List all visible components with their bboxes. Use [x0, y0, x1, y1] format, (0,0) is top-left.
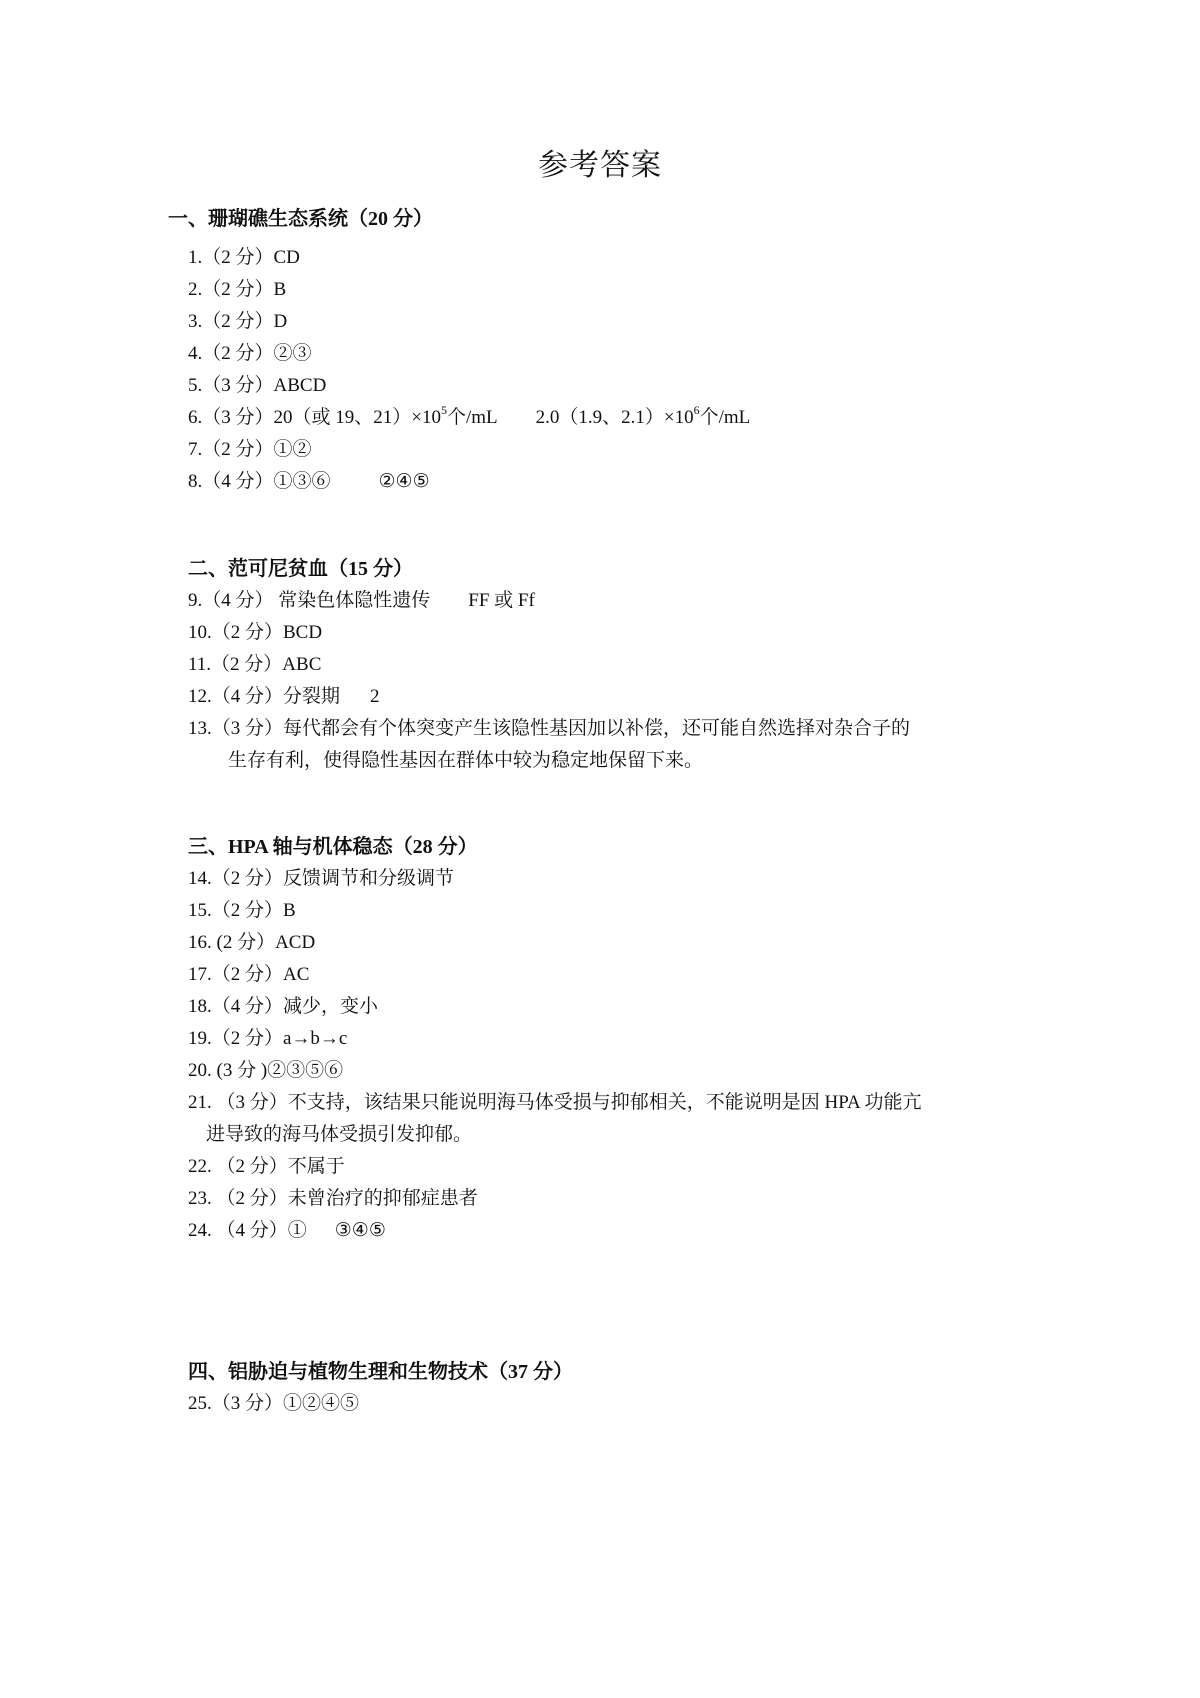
answer-8	[188, 465, 430, 499]
answer-6-exponent-a: 5	[440, 403, 447, 417]
answer-12-part-a: 12.（4 分）分裂期	[188, 686, 341, 707]
answer-6-unit-a: 个/mL	[446, 407, 498, 428]
answer-6	[188, 401, 750, 435]
answer-8-part-b: ②④⑤	[378, 471, 430, 492]
answer-6-exponent-b: 6	[693, 403, 700, 417]
answer-17: 17.（2 分）AC	[188, 964, 310, 985]
answer-6-part-a: 6.（3 分）20（或 19、21）×10	[188, 407, 441, 428]
answer-21-line-1: 21. （3 分）不支持，该结果只能说明海马体受损与抑郁相关，不能说明是因 HPA 功能亢	[188, 1092, 922, 1113]
answer-1: 1.（2 分）CD	[188, 247, 300, 268]
section-2-heading: 二、范可尼贫血（15 分）	[188, 558, 413, 580]
answer-6-unit-b: 个/mL	[699, 407, 751, 428]
answer-10: 10.（2 分）BCD	[188, 622, 323, 643]
answer-18: 18.（4 分）减少，变小	[188, 996, 379, 1017]
answer-2: 2.（2 分）B	[188, 279, 287, 300]
answer-9-part-b: FF 或 Ff	[468, 590, 535, 611]
answer-23: 23. （2 分）未曾治疗的抑郁症患者	[188, 1188, 478, 1209]
answer-24-part-a: 24. （4 分）①	[188, 1220, 307, 1241]
answer-24-part-b: ③④⑤	[334, 1220, 386, 1241]
answer-13-line-2: 生存有利，使得隐性基因在群体中较为稳定地保留下来。	[228, 750, 704, 771]
answer-7: 7.（2 分）①②	[188, 439, 312, 460]
answer-16: 16. (2 分）ACD	[188, 932, 316, 953]
answer-19: 19.（2 分）a→b→c	[188, 1028, 348, 1049]
answer-6-part-b: 2.0（1.9、2.1）×10	[535, 407, 694, 428]
answer-8-part-a: 8.（4 分）①③⑥	[188, 471, 331, 492]
answer-14: 14.（2 分）反馈调节和分级调节	[188, 868, 455, 889]
answer-9-part-a: 9.（4 分） 常染色体隐性遗传	[188, 590, 431, 611]
page-title: 参考答案	[538, 149, 662, 182]
answer-11: 11.（2 分）ABC	[188, 654, 322, 675]
answer-3: 3.（2 分）D	[188, 311, 288, 332]
answer-9	[188, 584, 535, 618]
answer-20: 20. (3 分 )②③⑤⑥	[188, 1060, 344, 1081]
answer-12	[188, 680, 380, 714]
answer-13-line-1: 13.（3 分）每代都会有个体突变产生该隐性基因加以补偿，还可能自然选择对杂合子的	[188, 718, 911, 739]
answer-15: 15.（2 分）B	[188, 900, 296, 921]
answer-4: 4.（2 分）②③	[188, 343, 312, 364]
answer-25: 25.（3 分）①②④⑤	[188, 1393, 360, 1414]
answer-21-line-2: 进导致的海马体受损引发抑郁。	[206, 1124, 473, 1145]
answer-22: 22. （2 分）不属于	[188, 1156, 345, 1177]
section-3-heading: 三、HPA 轴与机体稳态（28 分）	[188, 836, 478, 858]
answer-24	[188, 1214, 386, 1248]
answer-5: 5.（3 分）ABCD	[188, 375, 327, 396]
answer-12-part-b: 2	[370, 686, 380, 707]
section-4-heading: 四、铝胁迫与植物生理和生物技术（37 分）	[188, 1361, 573, 1383]
section-1-heading: 一、珊瑚礁生态系统（20 分）	[168, 208, 433, 230]
